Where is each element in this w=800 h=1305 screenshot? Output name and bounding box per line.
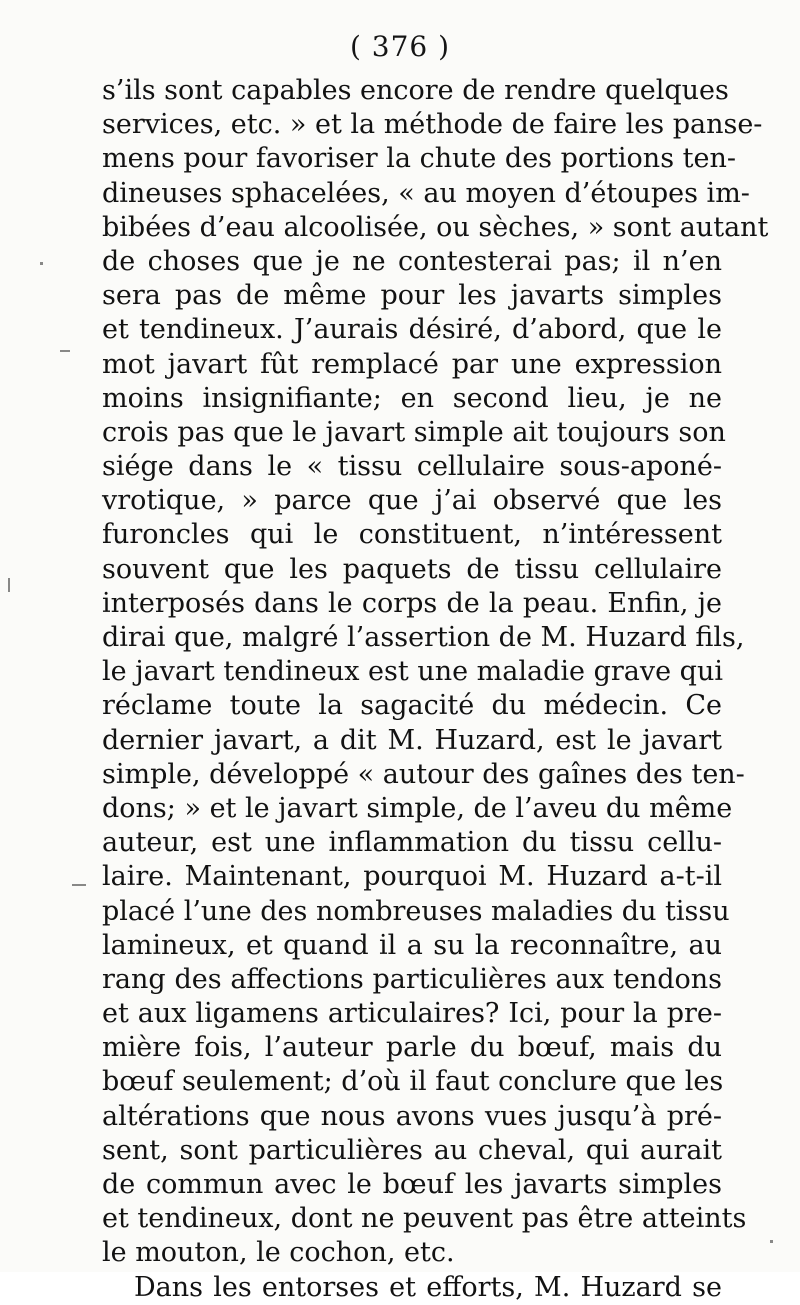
- paragraph-first-line: Dans les entorses et efforts, M. Huzard se: [134, 1271, 722, 1303]
- scan-speck: [40, 262, 43, 265]
- text-line: vrotique, » parce que j’ai observé que les: [102, 485, 722, 517]
- text-line: laire. Maintenant, pourquoi M. Huzard a-t-il: [102, 861, 722, 893]
- text-line: le javart tendineux est une maladie grave qui: [102, 656, 723, 688]
- text-line: services, etc. » et la méthode de faire les panse-: [102, 109, 763, 141]
- text-line: placé l’une des nombreuses maladies du tissu: [102, 895, 730, 927]
- text-line: crois pas que le javart simple ait toujours son: [102, 416, 726, 448]
- text-line: dons; » et le javart simple, de l’aveu du même: [102, 792, 733, 824]
- text-line: s’ils sont capables encore de rendre quelques: [102, 75, 729, 106]
- text-line: souvent que les paquets de tissu cellulaire: [102, 553, 722, 585]
- text-line: le mouton, le cochon, etc.: [102, 1237, 455, 1269]
- text-line: mot javart fût remplacé par une expression: [102, 348, 722, 380]
- scan-speck: [72, 884, 86, 886]
- page-number: ( 376 ): [349, 30, 451, 63]
- text-line: de commun avec le bœuf les javarts simples: [102, 1169, 722, 1200]
- text-line: siége dans le « tissu cellulaire sous-aponé-: [102, 451, 722, 483]
- text-line: simple, développé « autour des gaînes des ten-: [102, 758, 745, 790]
- text-line: moins insignifiante; en second lieu, je ne: [102, 382, 722, 414]
- text-line: lamineux, et quand il a su la reconnaître, au: [102, 929, 722, 961]
- text-line: et tendineux. J’aurais désiré, d’abord, que le: [102, 314, 722, 346]
- text-line: et aux ligamens articulaires? Ici, pour la pre-: [102, 998, 722, 1030]
- text-line: dineuses sphacelées, « au moyen d’étoupes im-: [102, 177, 750, 209]
- text-line: sent, sont particulières au cheval, qui aurait: [102, 1134, 722, 1166]
- text-line: dirai que, malgré l’assertion de M. Huzard fils,: [102, 622, 745, 653]
- text-line: et tendineux, dont ne peuvent pas être atteints: [102, 1203, 747, 1235]
- text-line: furoncles qui le constituent, n’intéressent: [102, 519, 722, 551]
- scan-speck: [60, 350, 70, 352]
- text-line: bœuf seulement; d’où il faut conclure que les: [102, 1066, 724, 1098]
- text-line: bibées d’eau alcoolisée, ou sèches, » sont autant: [102, 211, 769, 243]
- text-line: interposés dans le corps de la peau. Enfin, je: [102, 587, 722, 619]
- text-line: rang des affections particulières aux tendons: [102, 963, 722, 995]
- text-line: mens pour favoriser la chute des portions ten-: [102, 143, 736, 175]
- text-line: altérations que nous avons vues jusqu’à pré-: [102, 1100, 722, 1132]
- text-line: sera pas de même pour les javarts simples: [102, 280, 722, 312]
- text-line: réclame toute la sagacité du médecin. Ce: [102, 690, 722, 722]
- text-line: dernier javart, a dit M. Huzard, est le javart: [102, 724, 722, 756]
- scan-speck: [8, 578, 10, 592]
- text-line: de choses que je ne contesterai pas; il n’en: [102, 245, 722, 277]
- body-text: [102, 74, 769, 1305]
- scan-speck: [770, 1240, 773, 1243]
- text-line: mière fois, l’auteur parle du bœuf, mais du: [102, 1032, 722, 1064]
- text-line: auteur, est une inflammation du tissu cellu-: [102, 827, 722, 859]
